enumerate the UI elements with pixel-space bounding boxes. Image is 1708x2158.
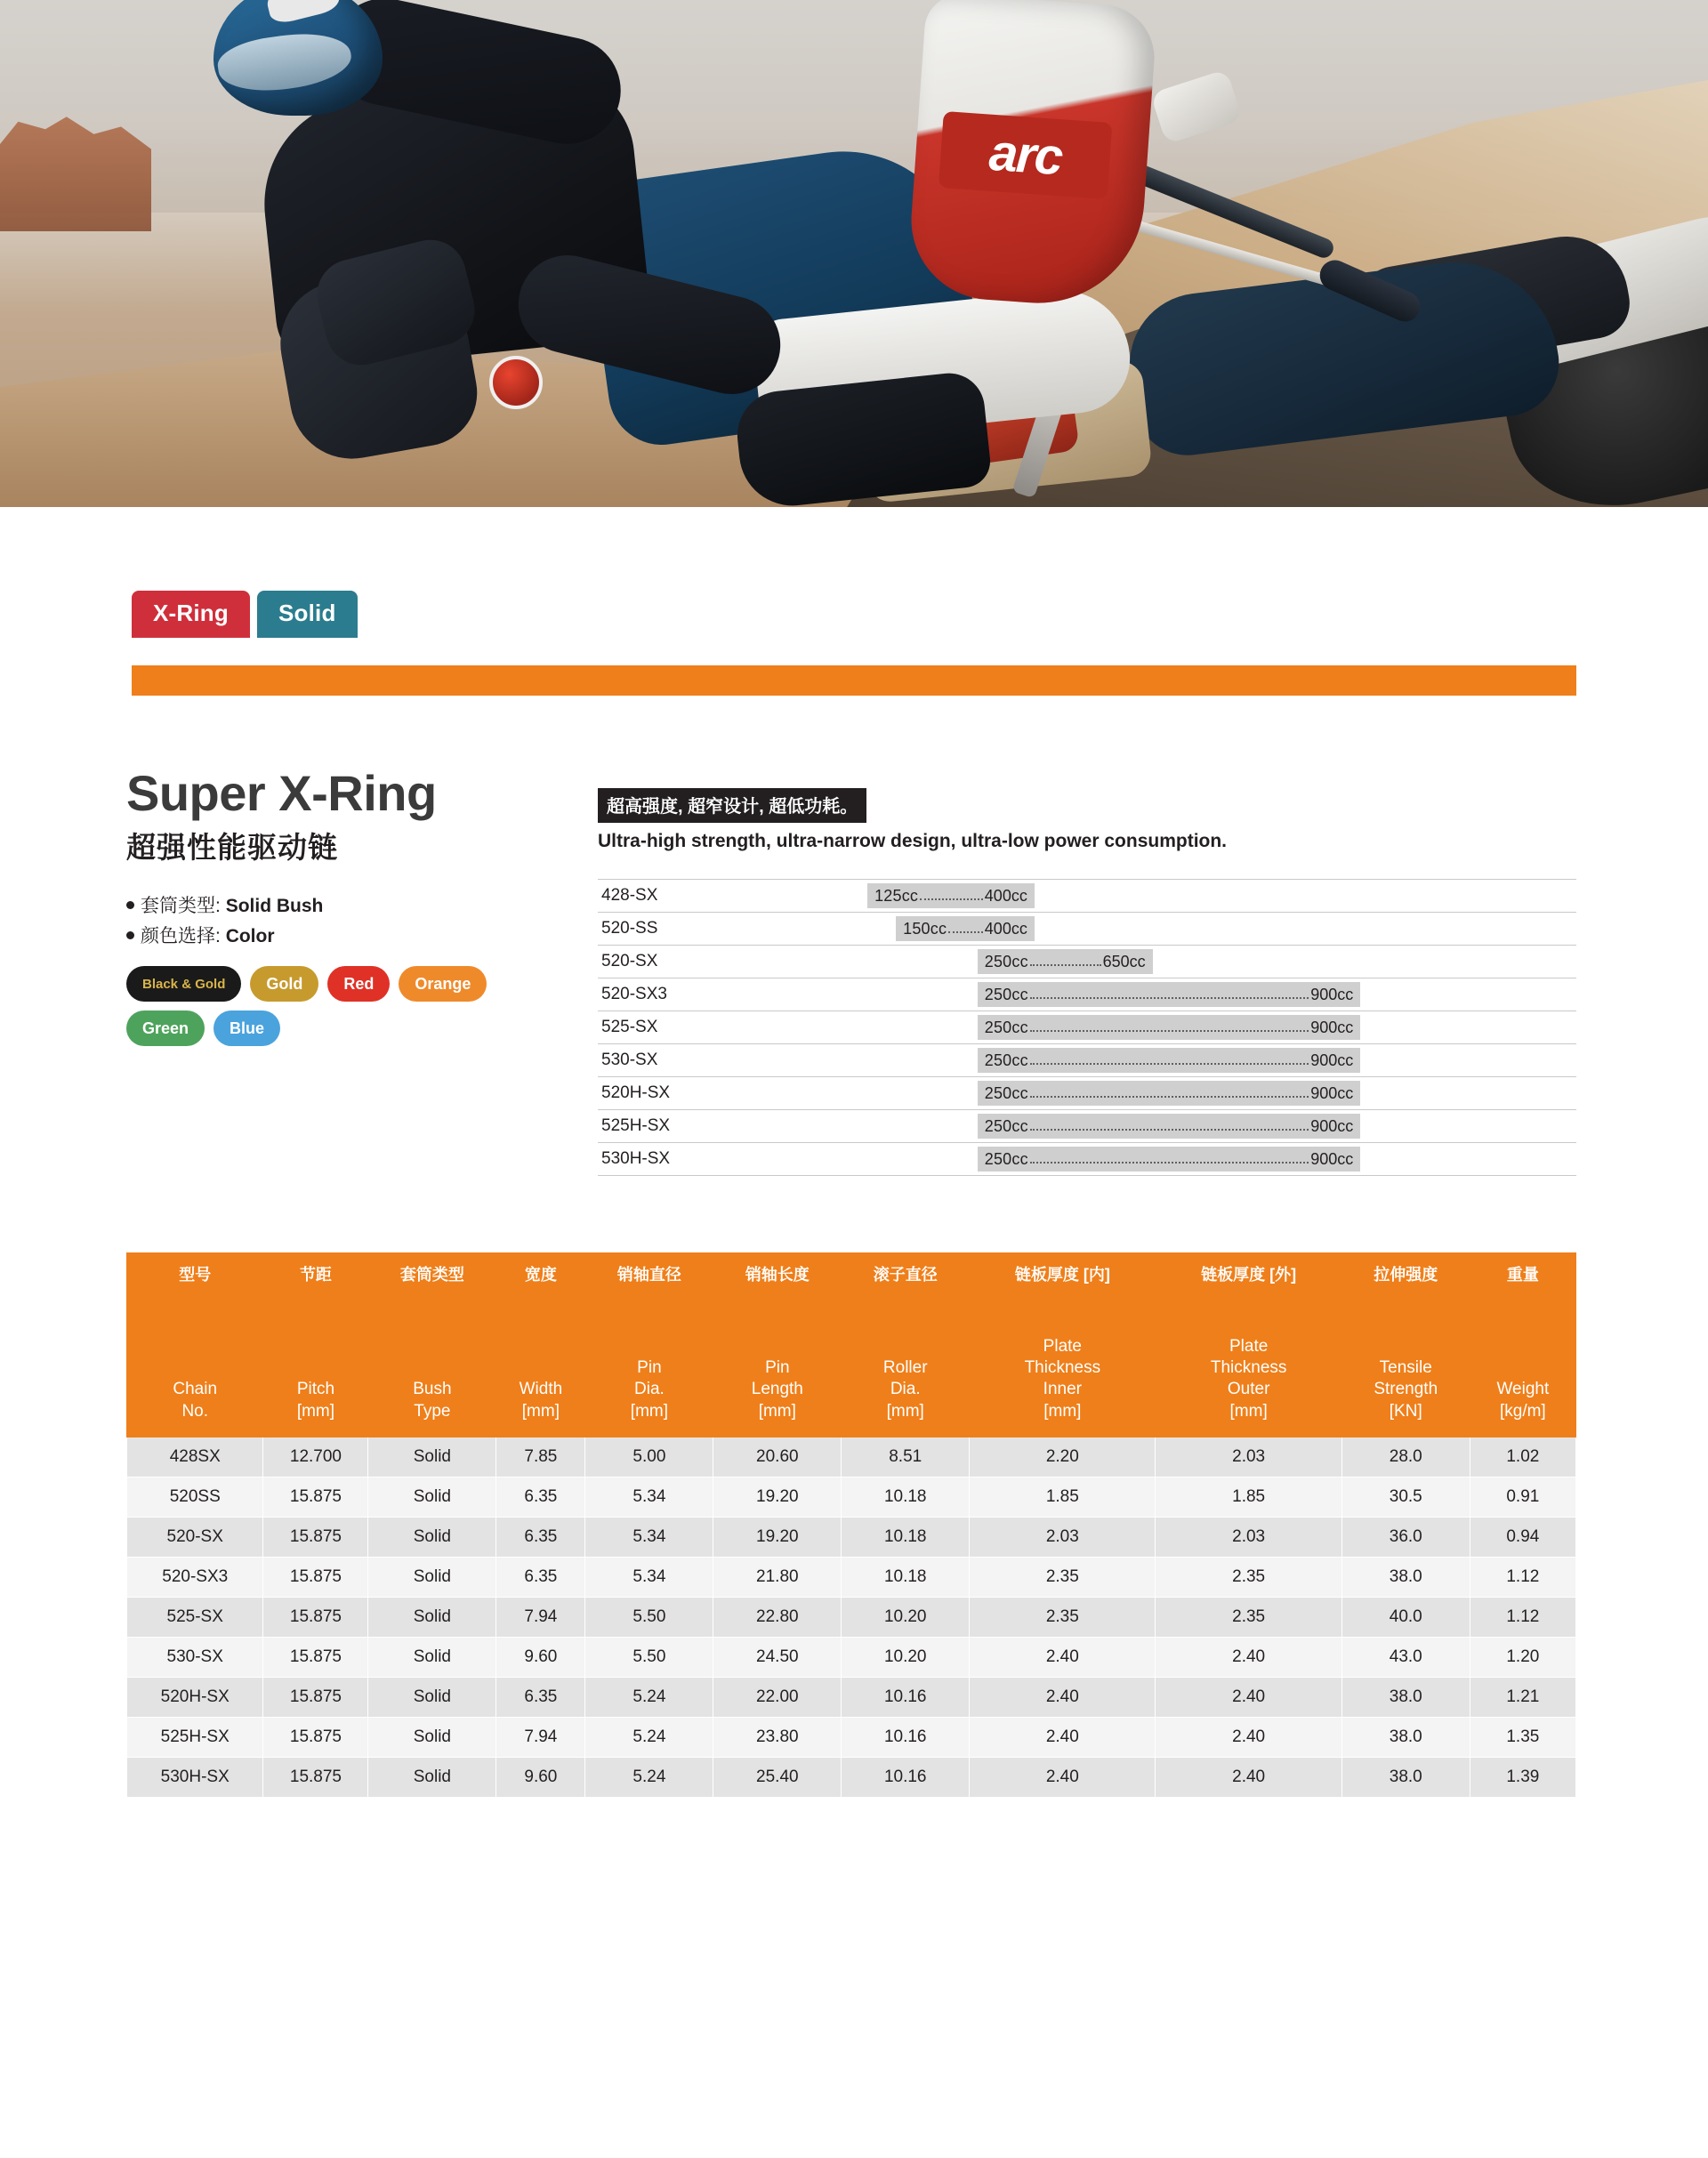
range-bar	[978, 1081, 1361, 1106]
spec-cell: Solid	[368, 1678, 496, 1718]
spec-cell: 2.40	[1156, 1718, 1341, 1758]
spec-cell: 1.85	[970, 1478, 1156, 1518]
range-to-value: 650cc	[1102, 952, 1146, 970]
range-to-value: 900cc	[1310, 985, 1354, 1003]
spec-cell: 1.39	[1470, 1758, 1575, 1798]
range-bar-wrapper	[761, 1011, 1576, 1043]
spec-cell: 5.24	[585, 1718, 713, 1758]
range-row	[598, 978, 1576, 1011]
attribute-color-value: Color	[225, 926, 275, 947]
spec-cell: Solid	[368, 1518, 496, 1558]
spec-cell: 0.91	[1470, 1478, 1575, 1518]
spec-cell: 6.35	[496, 1518, 585, 1558]
page-title: Super X-Ring	[126, 765, 437, 821]
color-chip-red[interactable]: Red	[327, 966, 390, 1002]
attribute-color-label: 颜色选择:	[141, 926, 221, 947]
spec-header-en-6: Roller Dia. [mm]	[842, 1301, 970, 1437]
spec-cell: 6.35	[496, 1478, 585, 1518]
accent-divider-bar	[132, 665, 1576, 696]
spec-cell: 5.24	[585, 1678, 713, 1718]
table-row	[127, 1437, 1576, 1478]
range-from-value: 250cc	[984, 985, 1028, 1003]
range-bar	[978, 1015, 1361, 1040]
range-row-track	[761, 880, 1576, 913]
range-to-value: 900cc	[1310, 1149, 1354, 1168]
spec-cell: 5.34	[585, 1478, 713, 1518]
spec-cell-chain-no: 520H-SX	[127, 1678, 263, 1718]
range-from-value: 150cc	[903, 919, 947, 938]
range-to-value: 400cc	[984, 919, 1027, 938]
spec-cell: Solid	[368, 1437, 496, 1478]
range-row	[598, 1143, 1576, 1176]
spec-cell: 15.875	[263, 1598, 368, 1638]
spec-cell: Solid	[368, 1558, 496, 1598]
spec-cell: 5.50	[585, 1598, 713, 1638]
spec-header-en-10: Weight [kg/m]	[1470, 1301, 1575, 1437]
range-row-track	[761, 1110, 1576, 1143]
range-row-label: 530-SX	[601, 1051, 658, 1069]
spec-cell: 21.80	[713, 1558, 842, 1598]
range-to-value: 900cc	[1310, 1018, 1354, 1036]
spec-cell: 7.94	[496, 1598, 585, 1638]
range-to-value: 400cc	[984, 886, 1027, 905]
spec-cell: Solid	[368, 1598, 496, 1638]
spec-cell-chain-no: 428SX	[127, 1437, 263, 1478]
spec-header-en-2: Bush Type	[368, 1301, 496, 1437]
spec-cell: 43.0	[1341, 1638, 1470, 1678]
spec-cell-chain-no: 530H-SX	[127, 1758, 263, 1798]
category-tabs	[132, 591, 358, 638]
spec-cell: 2.35	[1156, 1558, 1341, 1598]
bullet-dot-icon	[126, 931, 134, 939]
spec-header-en-1: Pitch [mm]	[263, 1301, 368, 1437]
spec-header-cn-4: 销轴直径	[585, 1253, 713, 1302]
range-bar-wrapper	[761, 946, 1576, 978]
spec-cell: 9.60	[496, 1758, 585, 1798]
table-row	[127, 1638, 1576, 1678]
brake-lever	[1132, 220, 1341, 289]
range-bar-wrapper	[761, 913, 1576, 945]
range-bar	[978, 949, 1153, 974]
range-row-label: 520-SS	[601, 919, 658, 938]
range-row-label: 530H-SX	[601, 1149, 671, 1168]
range-dotted-connector	[1030, 964, 1101, 966]
spec-cell: 25.40	[713, 1758, 842, 1798]
spec-header-cn-1: 节距	[263, 1253, 368, 1302]
spec-cell: 2.40	[1156, 1638, 1341, 1678]
spec-cell: 28.0	[1341, 1437, 1470, 1478]
color-chip-blue[interactable]: Blue	[214, 1011, 280, 1046]
range-row-track	[761, 913, 1576, 946]
spec-cell: 2.40	[970, 1758, 1156, 1798]
attribute-bush-type	[126, 891, 589, 922]
spec-cell: 40.0	[1341, 1598, 1470, 1638]
range-bar-wrapper	[761, 1077, 1576, 1109]
color-row-2	[126, 1011, 536, 1046]
spec-cell-chain-no: 520-SX3	[127, 1558, 263, 1598]
spec-header-en-9: Tensile Strength [KN]	[1341, 1301, 1470, 1437]
range-dotted-connector	[1030, 1030, 1309, 1032]
range-dotted-connector	[1030, 1162, 1309, 1164]
range-dotted-connector	[1030, 997, 1309, 999]
range-bar-wrapper	[761, 880, 1576, 912]
attribute-color	[126, 922, 589, 952]
tab-solid[interactable]: Solid	[257, 591, 358, 638]
spec-cell: 2.03	[970, 1518, 1156, 1558]
spec-cell: 22.00	[713, 1678, 842, 1718]
spec-cell: 23.80	[713, 1718, 842, 1758]
spec-cell: 15.875	[263, 1518, 368, 1558]
spec-cell: 15.875	[263, 1678, 368, 1718]
range-row-label: 525H-SX	[601, 1116, 671, 1135]
range-to-value: 900cc	[1310, 1116, 1354, 1135]
range-bar	[896, 916, 1035, 941]
range-from-value: 250cc	[984, 1116, 1028, 1135]
spec-cell: 19.20	[713, 1478, 842, 1518]
spec-cell: 38.0	[1341, 1718, 1470, 1758]
table-row	[127, 1558, 1576, 1598]
range-row	[598, 1044, 1576, 1077]
spec-header-en-8: Plate Thickness Outer [mm]	[1156, 1301, 1341, 1437]
spec-cell: 22.80	[713, 1598, 842, 1638]
specification-table	[126, 1252, 1576, 1798]
page-title-cn: 超强性能驱动链	[126, 831, 338, 865]
range-from-value: 125cc	[874, 886, 919, 905]
table-row	[127, 1758, 1576, 1798]
range-row-label: 428-SX	[601, 886, 658, 905]
spec-cell-chain-no: 530-SX	[127, 1638, 263, 1678]
spec-cell: 6.35	[496, 1558, 585, 1598]
color-chip-gold[interactable]: Gold	[250, 966, 318, 1002]
product-title-block	[126, 767, 589, 1055]
tab-x-ring[interactable]: X-Ring	[132, 591, 250, 638]
spec-header-cn-6: 滚子直径	[842, 1253, 970, 1302]
spec-header-en-4: Pin Dia. [mm]	[585, 1301, 713, 1437]
attribute-bush-type-value: Solid Bush	[225, 896, 324, 917]
spec-cell: 2.40	[970, 1678, 1156, 1718]
spec-cell: 10.20	[842, 1598, 970, 1638]
spec-cell: 1.35	[1470, 1718, 1575, 1758]
color-options	[126, 966, 536, 1046]
spec-header-cn-0: 型号	[127, 1253, 263, 1302]
spec-cell: 6.35	[496, 1678, 585, 1718]
spec-cell: 9.60	[496, 1638, 585, 1678]
spec-cell: 8.51	[842, 1437, 970, 1478]
spec-cell: 2.40	[970, 1718, 1156, 1758]
spec-header-row-cn	[127, 1253, 1576, 1302]
mirror	[1150, 69, 1243, 145]
range-row-label: 520-SX3	[601, 985, 667, 1003]
spec-cell: Solid	[368, 1638, 496, 1678]
spec-cell: 15.875	[263, 1718, 368, 1758]
spec-cell: 2.35	[970, 1598, 1156, 1638]
spec-header-cn-3: 宽度	[496, 1253, 585, 1302]
spec-cell: 2.40	[970, 1638, 1156, 1678]
spec-cell: Solid	[368, 1478, 496, 1518]
range-row-label: 520H-SX	[601, 1083, 671, 1102]
spec-cell: 38.0	[1341, 1678, 1470, 1718]
range-from-value: 250cc	[984, 1051, 1028, 1069]
spec-cell: 10.18	[842, 1558, 970, 1598]
range-to-value: 900cc	[1310, 1083, 1354, 1102]
range-bar-wrapper	[761, 1044, 1576, 1076]
spec-cell: 24.50	[713, 1638, 842, 1678]
spec-cell: Solid	[368, 1758, 496, 1798]
range-bar-wrapper	[761, 978, 1576, 1011]
table-row	[127, 1718, 1576, 1758]
range-dotted-connector	[1030, 1096, 1309, 1098]
spec-header-cn-2: 套筒类型	[368, 1253, 496, 1302]
displacement-range-table	[598, 879, 1576, 1176]
spec-cell: 15.875	[263, 1558, 368, 1598]
spec-cell: 5.00	[585, 1437, 713, 1478]
color-row-1	[126, 966, 536, 1002]
spec-cell: 38.0	[1341, 1758, 1470, 1798]
range-row-track	[761, 946, 1576, 978]
range-dotted-connector	[948, 931, 983, 933]
spec-cell: 1.20	[1470, 1638, 1575, 1678]
range-row	[598, 1011, 1576, 1044]
range-bar-wrapper	[761, 1143, 1576, 1175]
range-from-value: 250cc	[984, 1083, 1028, 1102]
spec-cell: 10.16	[842, 1718, 970, 1758]
table-row	[127, 1598, 1576, 1638]
spec-cell: 2.40	[1156, 1758, 1341, 1798]
range-row-label: 520-SX	[601, 952, 658, 970]
range-row	[598, 1077, 1576, 1110]
spec-header-en-7: Plate Thickness Inner [mm]	[970, 1301, 1156, 1437]
spec-header-en-3: Width [mm]	[496, 1301, 585, 1437]
range-row-track	[761, 978, 1576, 1011]
range-row-track	[761, 1044, 1576, 1077]
product-attributes	[126, 891, 589, 952]
spec-cell: 1.12	[1470, 1558, 1575, 1598]
spec-header-cn-8: 链板厚度 [外]	[1156, 1253, 1341, 1302]
range-row	[598, 913, 1576, 946]
range-dotted-connector	[1030, 1129, 1309, 1131]
range-row-track	[761, 1011, 1576, 1044]
color-chip-orange[interactable]: Orange	[399, 966, 487, 1002]
spec-header-row-en	[127, 1301, 1576, 1437]
spec-cell: 15.875	[263, 1758, 368, 1798]
spec-cell: 5.34	[585, 1558, 713, 1598]
spec-cell: 20.60	[713, 1437, 842, 1478]
range-row	[598, 880, 1576, 913]
spec-cell: 10.18	[842, 1478, 970, 1518]
range-to-value: 900cc	[1310, 1051, 1354, 1069]
bullet-dot-icon	[126, 901, 134, 909]
range-bar	[978, 982, 1361, 1007]
spec-header-en-5: Pin Length [mm]	[713, 1301, 842, 1437]
spec-cell: 36.0	[1341, 1518, 1470, 1558]
spec-cell: 5.50	[585, 1638, 713, 1678]
range-from-value: 250cc	[984, 952, 1028, 970]
range-bar	[978, 1048, 1361, 1073]
spec-cell: 5.34	[585, 1518, 713, 1558]
spec-cell: 15.875	[263, 1478, 368, 1518]
spec-header-cn-7: 链板厚度 [内]	[970, 1253, 1156, 1302]
range-bar	[978, 1114, 1361, 1139]
spec-cell: 7.85	[496, 1437, 585, 1478]
spec-cell-chain-no: 525-SX	[127, 1598, 263, 1638]
suit-badge-icon	[489, 356, 543, 409]
attribute-bush-type-label: 套筒类型:	[141, 896, 221, 917]
rider-and-motorcycle	[133, 0, 1575, 507]
spec-cell: 10.18	[842, 1518, 970, 1558]
spec-cell: 10.20	[842, 1638, 970, 1678]
range-table-body	[598, 880, 1576, 1176]
range-row-track	[761, 1077, 1576, 1110]
spec-cell: 1.02	[1470, 1437, 1575, 1478]
spec-header-cn-5: 销轴长度	[713, 1253, 842, 1302]
spec-header-cn-9: 拉伸强度	[1341, 1253, 1470, 1302]
spec-cell: 38.0	[1341, 1558, 1470, 1598]
spec-cell: 2.40	[1156, 1678, 1341, 1718]
spec-cell: 2.35	[1156, 1598, 1341, 1638]
spec-cell: 1.21	[1470, 1678, 1575, 1718]
spec-cell: 12.700	[263, 1437, 368, 1478]
spec-cell: 10.16	[842, 1758, 970, 1798]
spec-cell-chain-no: 520-SX	[127, 1518, 263, 1558]
color-chip-black-gold[interactable]: Black & Gold	[126, 966, 241, 1002]
spec-cell: 5.24	[585, 1758, 713, 1798]
spec-header-en-0: Chain No.	[127, 1301, 263, 1437]
spec-cell: 1.85	[1156, 1478, 1341, 1518]
range-row	[598, 946, 1576, 978]
spec-cell: 2.20	[970, 1437, 1156, 1478]
range-bar	[978, 1147, 1361, 1172]
range-dotted-connector	[920, 898, 983, 900]
spec-cell: 10.16	[842, 1678, 970, 1718]
spec-cell: 2.35	[970, 1558, 1156, 1598]
range-bar-wrapper	[761, 1110, 1576, 1142]
spec-cell: 19.20	[713, 1518, 842, 1558]
spec-cell: 15.875	[263, 1638, 368, 1678]
spec-headline	[598, 788, 1576, 852]
headline-cn: 超高强度, 超窄设计, 超低功耗。	[598, 788, 866, 823]
front-number-plate	[906, 0, 1157, 310]
spec-cell: 30.5	[1341, 1478, 1470, 1518]
range-from-value: 250cc	[984, 1149, 1028, 1168]
spec-cell: 2.03	[1156, 1437, 1341, 1478]
hero-image	[0, 0, 1708, 507]
spec-cell: 7.94	[496, 1718, 585, 1758]
spec-cell: 2.03	[1156, 1518, 1341, 1558]
spec-cell-chain-no: 525H-SX	[127, 1718, 263, 1758]
range-row	[598, 1110, 1576, 1143]
range-row-label: 525-SX	[601, 1018, 658, 1036]
spec-header-cn-10: 重量	[1470, 1253, 1575, 1302]
spec-cell: Solid	[368, 1718, 496, 1758]
table-row	[127, 1518, 1576, 1558]
table-row	[127, 1478, 1576, 1518]
range-row-track	[761, 1143, 1576, 1176]
range-dotted-connector	[1030, 1063, 1309, 1065]
spec-cell: 1.12	[1470, 1598, 1575, 1638]
table-row	[127, 1678, 1576, 1718]
spec-table-head	[127, 1253, 1576, 1437]
color-chip-green[interactable]: Green	[126, 1011, 205, 1046]
range-bar	[867, 883, 1035, 908]
spec-cell-chain-no: 520SS	[127, 1478, 263, 1518]
range-from-value: 250cc	[984, 1018, 1028, 1036]
brand-logo: arc	[939, 111, 1113, 199]
spec-table-body	[127, 1437, 1576, 1798]
headline-en: Ultra-high strength, ultra-narrow design, ultra-low power consumption.	[598, 831, 1228, 851]
spec-cell: 0.94	[1470, 1518, 1575, 1558]
